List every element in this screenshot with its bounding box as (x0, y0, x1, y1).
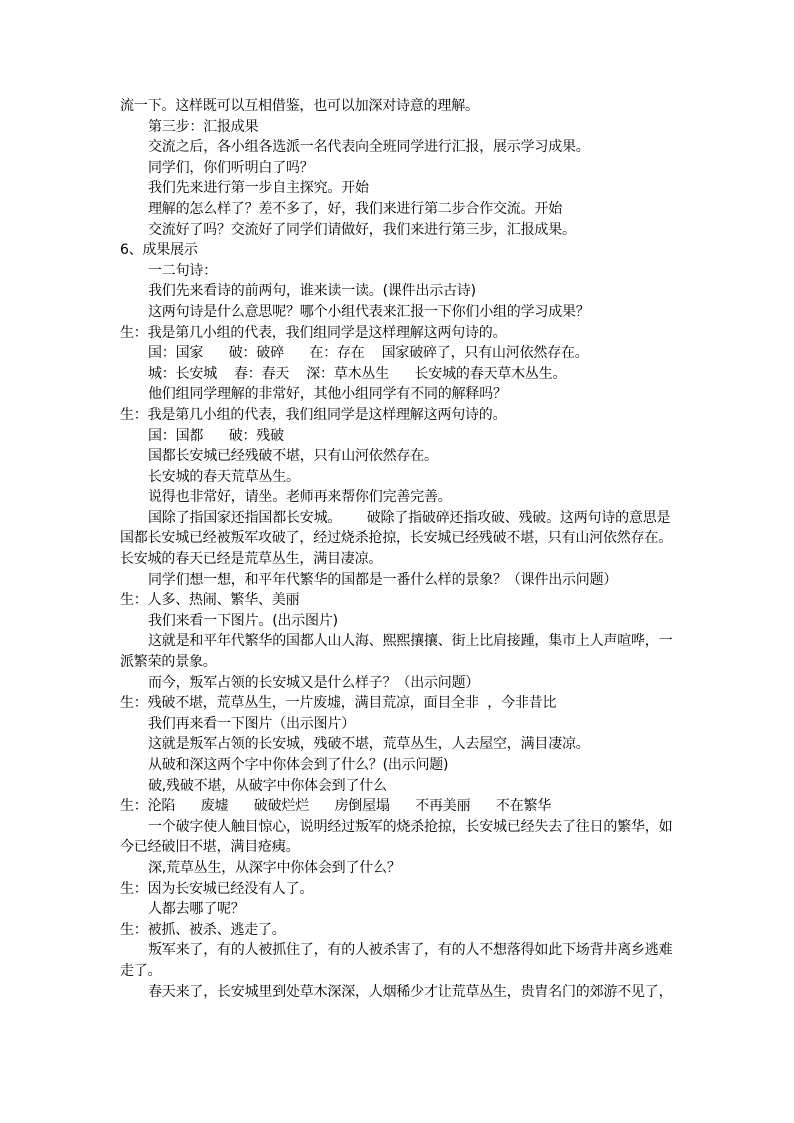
text-line: 国：国都 破：残破 (148, 427, 284, 444)
text-line: 从破和深这两个字中你体会到了什么？(出示问题) (148, 757, 449, 773)
text-line: 我们再来看一下图片（出示图片） (148, 715, 355, 732)
student-line: 生：沦陷 废墟 破破烂烂 房倒屋塌 不再美丽 不在繁华 (120, 798, 552, 815)
student-line: 生：被抓、被杀、逃走了。 (120, 921, 286, 938)
text-line: 国除了指国家还指国都长安城。 破除了指破碎还指攻破、残破。这两句诗的意思是 (148, 509, 671, 526)
text-line: 理解的怎么样了？差不多了，好，我们来进行第二步合作交流。开始 (148, 200, 562, 217)
student-line: 生：人多、热闹、繁华、美丽 (120, 592, 300, 609)
text-line: 叛军来了，有的人被抓住了，有的人被杀害了，有的人不想落得如此下场背井离乡逃难 (148, 942, 673, 959)
text-line: 这两句诗是什么意思呢？哪个小组代表来汇报一下你们小组的学习成果？ (148, 303, 590, 320)
text-line: 破,残破不堪，从破字中你体会到了什么 (148, 777, 387, 794)
text-line: 长安城的春天已经是荒草丛生，满目凄凉。 (120, 551, 383, 568)
text-line: 走了。 (120, 962, 162, 979)
text-line: 国都长安城已经残破不堪，只有山河依然存在。 (148, 448, 438, 465)
text-line: 这就是叛军占领的长安城，残破不堪，荒草丛生，人去屋空，满目凄凉。 (148, 736, 590, 753)
text-line: 国都长安城已经被叛军攻破了，经过烧杀抢掠，长安城已经残破不堪，只有山河依然存在。 (120, 530, 672, 547)
text-line: 国：国家 破：破碎 在：存在 国家破碎了，只有山河依然存在。 (148, 345, 589, 362)
text-line: 城：长安城 春：春天 深：草木丛生 长安城的春天草木丛生。 (148, 365, 567, 382)
step-three-heading: 第三步：汇报成果 (148, 118, 259, 135)
text-line: 我们先来看诗的前两句，谁来读一读。(课件出示古诗) (148, 283, 476, 300)
text-line: 说得也非常好，请坐。老师再来帮你们完善完善。 (148, 489, 452, 506)
student-line: 生：我是第几小组的代表，我们组同学是这样理解这两句诗的。 (120, 324, 507, 341)
text-line: 交流之后，各小组各选派一名代表向全班同学进行汇报，展示学习成果。 (148, 139, 590, 156)
text-line: 派繁荣的景象。 (120, 654, 217, 671)
text-line: 长安城的春天荒草丛生。 (148, 468, 300, 485)
text-line: 他们组同学理解的非常好，其他小组同学有不同的解释吗？ (148, 386, 507, 403)
text-line: 我们先来进行第一步自主探究。开始 (148, 180, 369, 197)
text-line: 我们来看一下图片。(出示图片) (148, 612, 338, 629)
text-line: 今已经破旧不堪，满目疮痍。 (120, 839, 300, 856)
document-body (120, 96, 676, 1002)
text-line: 同学们，你们听明白了吗？ (148, 159, 314, 176)
student-line: 生：残破不堪，荒草丛生，一片废墟，满目荒凉，面目全非 ，今非昔比 (120, 695, 557, 712)
text-line: 同学们想一想，和平年代繁华的国都是一番什么样的景象？（课件出示问题） (148, 571, 618, 588)
text-line: 而今，叛军占领的长安城又是什么样子？（出示问题） (148, 674, 480, 691)
text-line: 春天来了，长安城里到处草木深深，人烟稀少才让荒草丛生，贵胄名门的郊游不见了， (148, 983, 673, 1000)
student-line: 生：因为长安城已经没有人了。 (120, 880, 314, 897)
section-heading-results: 6、成果展示 (120, 242, 198, 259)
text-line: 一二句诗： (148, 262, 217, 279)
text-line: 一个破字使人触目惊心，说明经过叛军的烧杀抢掠，长安城已经失去了往日的繁华，如 (148, 818, 673, 835)
text-line: 流一下。这样既可以互相借鉴，也可以加深对诗意的理解。 (120, 98, 479, 114)
text-line: 人都去哪了呢？ (148, 901, 245, 918)
text-line: 深,荒草丛生，从深字中你体会到了什么？ (148, 859, 401, 876)
student-line: 生：我是第几小组的代表，我们组同学是这样理解这两句诗的。 (120, 406, 507, 423)
text-line: 交流好了吗？交流好了同学们请做好，我们来进行第三步，汇报成果。 (148, 221, 576, 238)
text-line: 这就是和平年代繁华的国都人山人海、熙熙攘攘、街上比肩接踵，集市上人声喧哗，一 (148, 633, 673, 650)
